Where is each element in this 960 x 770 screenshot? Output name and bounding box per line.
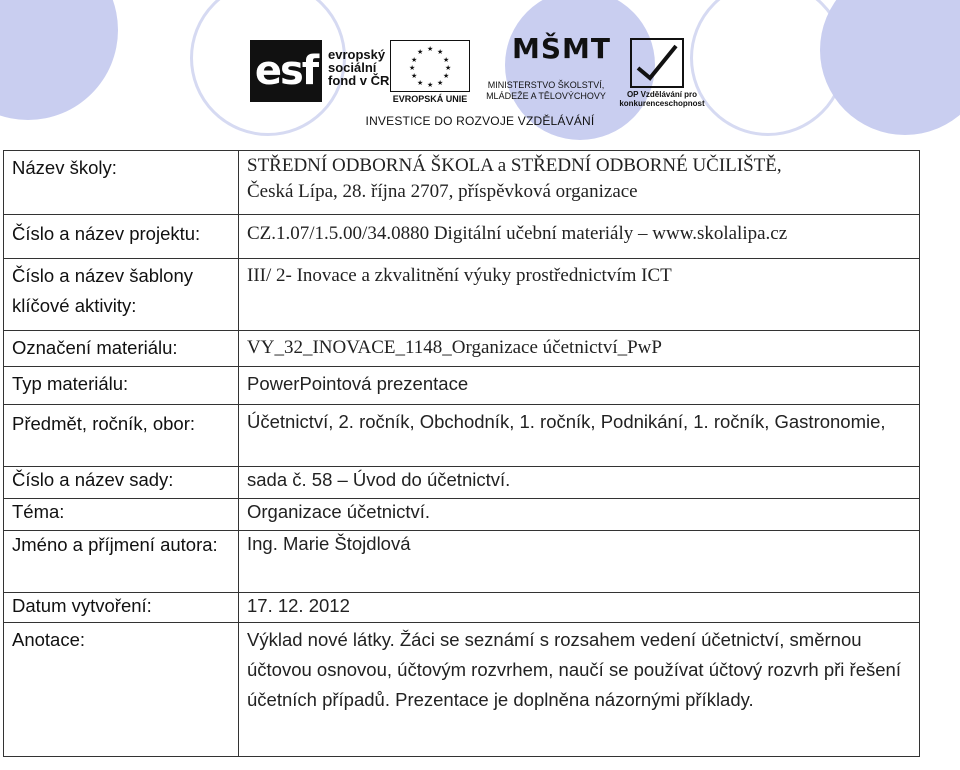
project-label: Číslo a název projektu: (4, 215, 239, 259)
op-logo-icon (630, 38, 684, 88)
msmt-label: MINISTERSTVO ŠKOLSTVÍ, MLÁDEŽE A TĚLOVÝCHOVY (486, 80, 606, 101)
eu-label: EVROPSKÁ UNIE (392, 94, 468, 104)
table-row (4, 531, 920, 593)
set-label: Číslo a název sady: (4, 467, 239, 499)
msmt-logo: MŠMT (512, 32, 611, 65)
table-row (4, 405, 920, 467)
material-type-value: PowerPointová prezentace (239, 367, 920, 405)
table-row (4, 499, 920, 531)
decor-circle-right (820, 0, 960, 135)
annotation-label: Anotace: (4, 623, 239, 757)
investice-label: INVESTICE DO ROZVOJE VZDĚLÁVÁNÍ (365, 114, 595, 128)
esf-logo: esf (250, 40, 322, 102)
subject-value: Účetnictví, 2. ročník, Obchodník, 1. ročník, Podnikání, 1. ročník, Gastronomie, (239, 405, 920, 467)
school-line-2: Česká Lípa, 28. října 2707, příspěvková organizace (247, 181, 638, 202)
school-label: Název školy: (4, 151, 239, 215)
decor-circle-left (0, 0, 118, 120)
op-label: OP Vzdělávání pro konkurenceschopnost (619, 90, 705, 108)
topic-label: Téma: (4, 499, 239, 531)
template-label: Číslo a název šablony klíčové aktivity: (4, 259, 239, 331)
table-row (4, 215, 920, 259)
author-value: Ing. Marie Štojdlová (239, 531, 920, 593)
table-row (4, 593, 920, 623)
table-row (4, 467, 920, 499)
material-type-label: Typ materiálu: (4, 367, 239, 405)
eu-flag-icon: ★ ★ ★ ★ ★ ★ ★ ★ ★ ★ ★ ★ (390, 40, 470, 92)
info-table (3, 150, 920, 757)
subject-label: Předmět, ročník, obor: (4, 405, 239, 467)
material-id-label: Označení materiálu: (4, 331, 239, 367)
set-value: sada č. 58 – Úvod do účetnictví. (239, 467, 920, 499)
table-row (4, 151, 920, 215)
esf-logo-text: evropský sociální fond v ČR (328, 47, 390, 88)
author-label: Jméno a příjmení autora: (4, 531, 239, 593)
template-value: III/ 2- Inovace a zkvalitnění výuky prostřednictvím ICT (239, 259, 920, 331)
school-line-1: STŘEDNÍ ODBORNÁ ŠKOLA a STŘEDNÍ ODBORNÉ UČILIŠTĚ, (247, 155, 782, 176)
date-value: 17. 12. 2012 (239, 593, 920, 623)
table-row (4, 367, 920, 405)
school-value (239, 151, 920, 215)
annotation-value: Výklad nové látky. Žáci se seznámí s rozsahem vedení účetnictví, směrnou účtovou osnovou, účtovým rozvrhem, naučí se používat účtový rozvrh při řešení účetních případů. Prezentace je doplněna názornými příklady. (239, 623, 920, 757)
date-label: Datum vytvoření: (4, 593, 239, 623)
project-value: CZ.1.07/1.5.00/34.0880 Digitální učební materiály – www.skolalipa.cz (239, 215, 920, 259)
topic-value: Organizace účetnictví. (239, 499, 920, 531)
table-row (4, 331, 920, 367)
table-row (4, 259, 920, 331)
material-id-value: VY_32_INOVACE_1148_Organizace účetnictví_PwP (239, 331, 920, 367)
table-row (4, 623, 920, 757)
